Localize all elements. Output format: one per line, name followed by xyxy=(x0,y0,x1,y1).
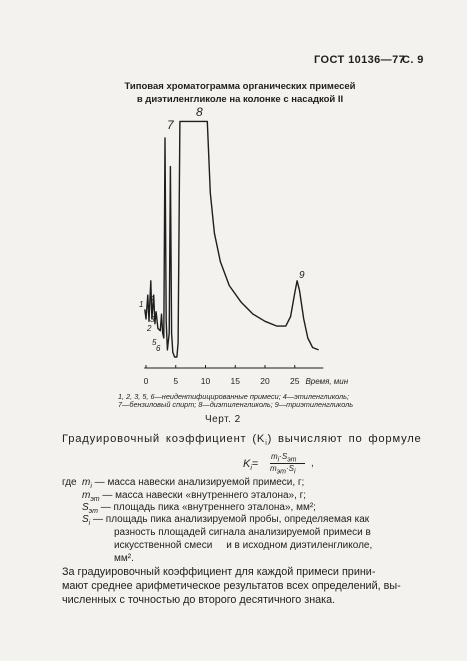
figure-legend-line1: 1, 2, 3, 5, 6—неидентифицированные примеси; 4—этиленгликоль; xyxy=(118,392,350,401)
formula-lhs: $K_i=$ xyxy=(243,458,259,473)
where-symbol: $m_i$ xyxy=(82,477,92,490)
peak-label: 8 xyxy=(196,105,203,119)
x-axis-unit: Время, мин xyxy=(305,377,349,386)
si-continuation-2: искусственной смеси и в исходном диэтиленгликоле, xyxy=(114,540,373,551)
where-description: — площадь пика анализируемой пробы, определяемая как xyxy=(90,514,370,525)
where-symbol: $m_{эт}$ xyxy=(82,490,100,503)
chromatogram-curve xyxy=(145,121,319,357)
figure-legend-line2: 7—бензиловый спирт; 8—диэтиленгликоль; 9—триэтиленгликоль xyxy=(118,400,354,409)
where-description: — масса навески «внутреннего эталона», г; xyxy=(99,490,307,501)
peak-label: 3 xyxy=(150,315,155,324)
paragraph-conclusion-2: мают среднее арифметическое результатов всех определений, вы- xyxy=(62,580,401,592)
x-tick-label: 10 xyxy=(200,376,211,386)
peak-label: 4 xyxy=(150,294,155,303)
peak-label: 2 xyxy=(147,324,152,333)
x-tick-label: 5 xyxy=(173,376,179,386)
where-prefix: где xyxy=(62,477,77,488)
where-symbol: $S_i$ xyxy=(82,514,91,527)
peak-label: 9 xyxy=(299,270,305,281)
paragraph-conclusion-3: численных с точностью до второго десятичного знака. xyxy=(62,594,336,606)
where-description: — масса навески анализируемой примеси, г; xyxy=(91,477,305,488)
formula-denominator: $m_{эт}\cdot S_i$ xyxy=(270,464,296,476)
intro-symbol: ($K_i$ xyxy=(252,433,268,448)
peak-label: 1 xyxy=(139,300,144,309)
where-symbol: $S_{эт}$ xyxy=(82,502,98,515)
intro-text: Градуировочный коэффициент xyxy=(62,433,247,445)
formula-numerator: $m_i\cdot S_{эт}$ xyxy=(271,452,297,464)
si-continuation-3: мм². xyxy=(114,553,134,564)
x-tick-label: 0 xyxy=(143,376,149,386)
peak-label: 6 xyxy=(156,344,161,353)
peak-label: 5 xyxy=(152,338,157,347)
x-tick-label: 15 xyxy=(230,376,240,386)
figure-title-line2: в диэтиленгликоле на колонке с насадкой II xyxy=(136,94,344,105)
paragraph-intro xyxy=(62,433,422,447)
peak-label: 7 xyxy=(167,118,174,132)
where-description: — площадь пика «внутреннего эталона», мм²; xyxy=(97,502,316,513)
x-tick-label: 25 xyxy=(290,376,300,386)
paragraph-conclusion-1: За градуировочный коэффициент для каждой примеси прини- xyxy=(62,566,376,578)
where-item xyxy=(82,514,369,527)
figure-title-line1: Типовая хроматограмма органических примесей xyxy=(124,81,356,92)
si-continuation-1: разность площадей сигнала анализируемой примеси в xyxy=(114,527,371,538)
where-item xyxy=(82,477,304,490)
figure-caption: Черт. 2 xyxy=(205,414,241,425)
standard-number: ГОСТ 10136—77 xyxy=(314,54,406,66)
page-number: С. 9 xyxy=(402,54,424,66)
x-tick-label: 20 xyxy=(260,376,270,386)
intro-end: ) вычисляют по формуле xyxy=(267,433,422,445)
